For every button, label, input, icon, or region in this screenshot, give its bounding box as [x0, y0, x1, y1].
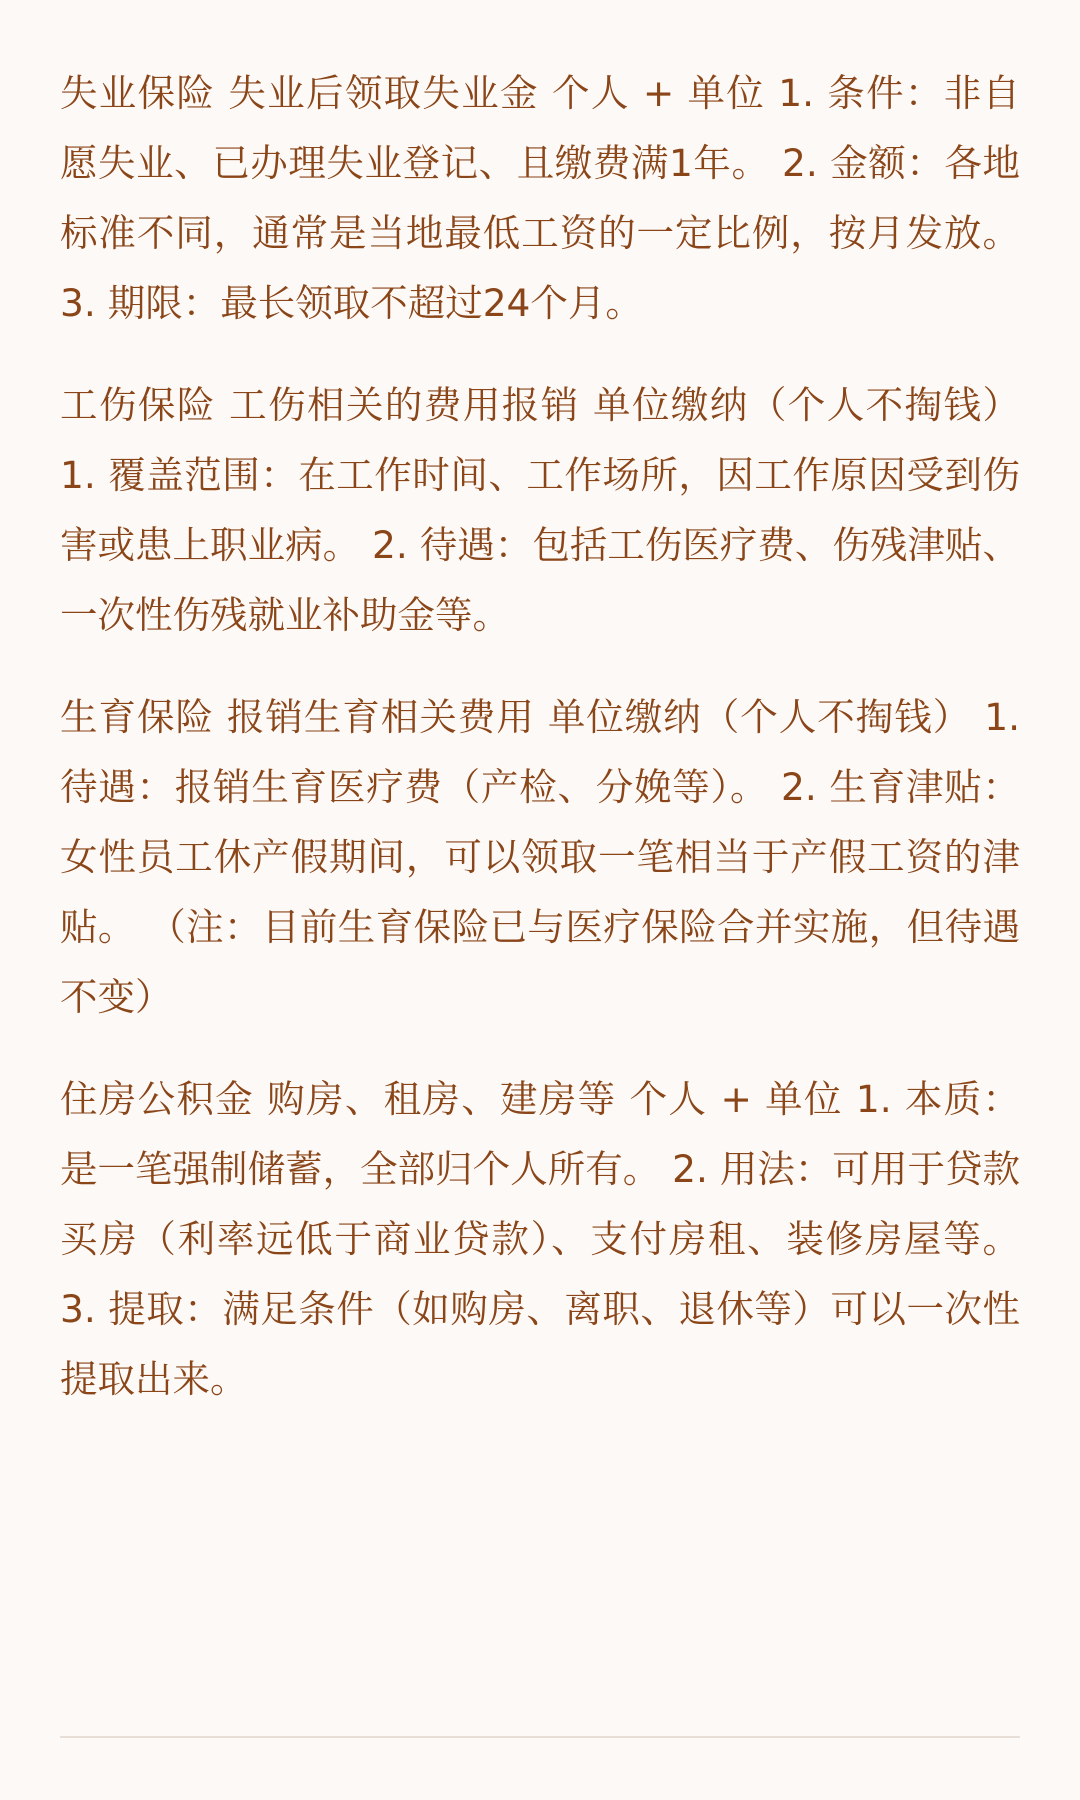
document-body [60, 58, 1020, 1446]
unemployment-insurance-paragraph: 失业保险 失业后领取失业金 个人 + 单位 1. 条件：非自愿失业、已办理失业登记、且缴费满1年。 2. 金额：各地标准不同，通常是当地最低工资的一定比例，按月发放。 3. 期限：最长领取不超过24个月。 [60, 71, 1020, 325]
bottom-divider [60, 1736, 1020, 1738]
housing-fund-paragraph: 住房公积金 购房、租房、建房等 个人 + 单位 1. 本质：是一笔强制储蓄，全部归个人所有。 2. 用法：可用于贷款买房（利率远低于商业贷款）、支付房租、装修房屋等。 3. 提取：满足条件（如购房、离职、退休等）可以一次性提取出来。 [60, 1077, 1020, 1401]
work-injury-insurance-paragraph: 工伤保险 工伤相关的费用报销 单位缴纳（个人不掏钱） 1. 覆盖范围：在工作时间、工作场所，因工作原因受到伤害或患上职业病。 2. 待遇：包括工伤医疗费、伤残津贴、一次性伤残就业补助金等。 [60, 383, 1020, 637]
maternity-insurance-paragraph: 生育保险 报销生育相关费用 单位缴纳（个人不掏钱） 1. 待遇：报销生育医疗费（产检、分娩等）。 2. 生育津贴：女性员工休产假期间，可以领取一笔相当于产假工资的津贴。 （注：目前生育保险已与医疗保险合并实施，但待遇不变） [60, 695, 1020, 1019]
